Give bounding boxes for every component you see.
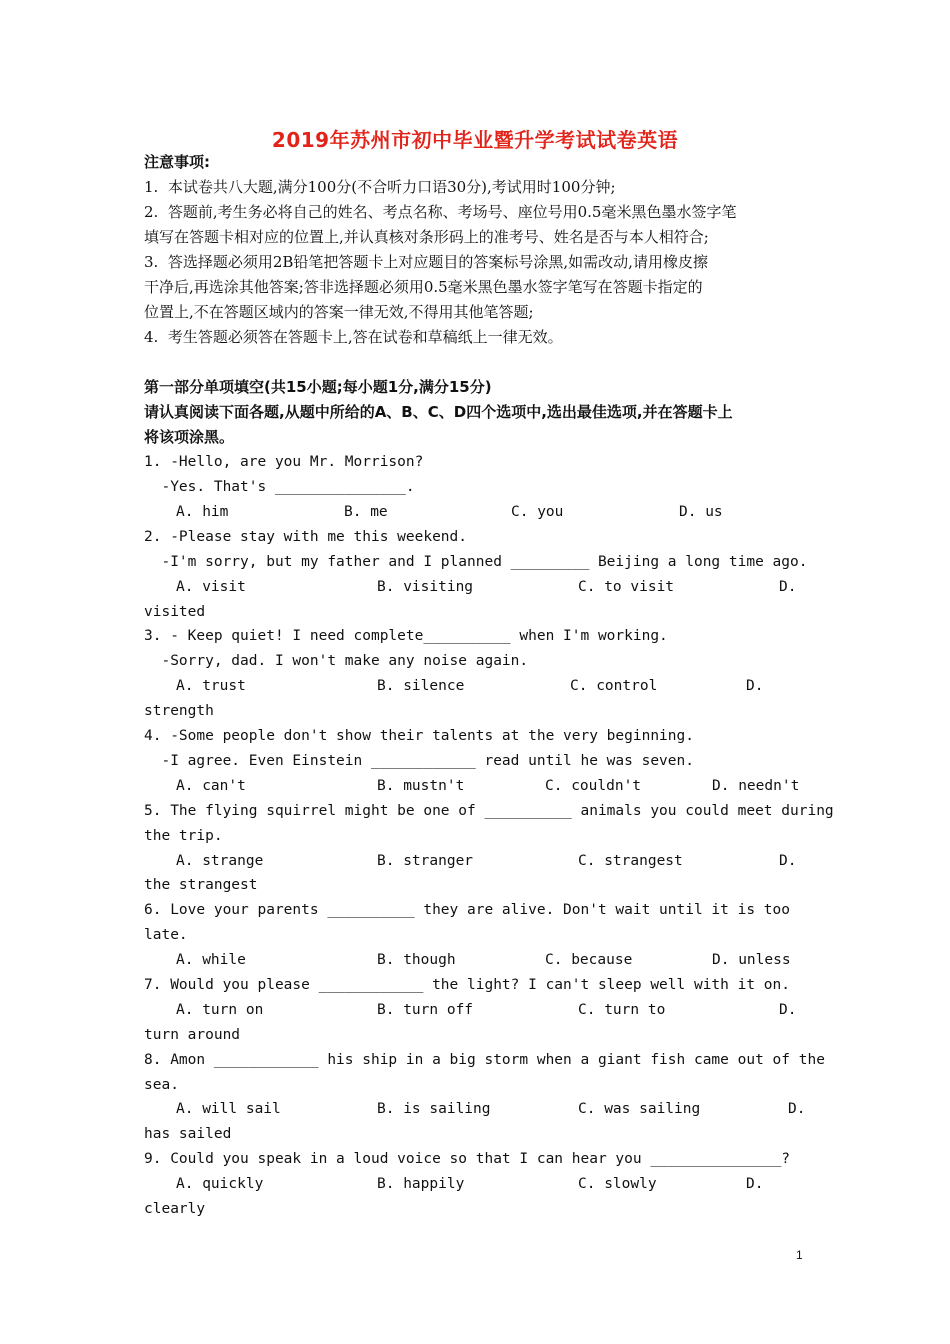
notice-line: 2. 答题前,考生务必将自己的姓名、考点名称、考场号、座位号用0.5毫米黑色墨水签字笔 [144,203,737,221]
option-d-text: has sailed [144,1126,232,1142]
option-d-text: turn around [144,1027,241,1043]
question-stem: 5. The flying squirrel might be one of __________ animals you could meet during [144,803,834,819]
question-stem: 6. Love your parents __________ they are alive. Don't wait until it is too [144,902,791,918]
option-b: B. visiting [377,579,474,595]
page-number: 1 [796,1248,803,1262]
option-d: D. us [679,504,723,520]
option-c: C. couldn't [545,778,642,794]
option-a: A. strange [176,853,264,869]
question-stem: -Yes. That's _______________. [144,479,415,495]
option-a: A. visit [176,579,246,595]
option-b: B. me [344,504,388,520]
option-c: C. control [570,678,658,694]
option-d: D. [788,1101,806,1117]
option-d: D. [779,853,797,869]
option-d: D. [779,579,797,595]
option-d-text: the strangest [144,877,258,893]
question-stem: late. [144,927,188,943]
option-d-text: visited [144,604,206,620]
option-a: A. will sail [176,1101,281,1117]
option-b: B. though [377,952,456,968]
question-stem: 8. Amon ____________ his ship in a big storm when a giant fish came out of the [144,1052,825,1068]
option-a: A. trust [176,678,246,694]
question-stem: -Sorry, dad. I won't make any noise again. [144,653,529,669]
option-b: B. happily [377,1176,465,1192]
section-instruction: 将该项涂黑。 [144,428,235,446]
notice-heading: 注意事项: [144,153,210,171]
option-b: B. mustn't [377,778,465,794]
notice-line: 1. 本试卷共八大题,满分100分(不合听力口语30分),考试用时100分钟; [144,178,616,196]
option-d: D. [746,678,764,694]
option-d-text: clearly [144,1201,206,1217]
option-c: C. you [511,504,564,520]
section-instruction: 请认真阅读下面各题,从题中所给的A、B、C、D四个选项中,选出最佳选项,并在答题卡上 [144,403,733,421]
option-b: B. is sailing [377,1101,491,1117]
option-d: D. [779,1002,797,1018]
option-d: D. unless [712,952,791,968]
question-stem: -I'm sorry, but my father and I planned _________ Beijing a long time ago. [144,554,808,570]
option-b: B. silence [377,678,465,694]
option-d: D. [746,1176,764,1192]
question-stem: the trip. [144,828,223,844]
question-stem: -I agree. Even Einstein ____________ read until he was seven. [144,753,694,769]
question-stem: 3. - Keep quiet! I need complete__________ when I'm working. [144,628,668,644]
option-a: A. him [176,504,229,520]
section-heading: 第一部分单项填空(共15小题;每小题1分,满分15分) [144,378,492,396]
option-c: C. strangest [578,853,683,869]
option-d-text: strength [144,703,214,719]
notice-line: 填写在答题卡相对应的位置上,并认真核对条形码上的准考号、姓名是否与本人相符合; [144,228,709,246]
question-stem: sea. [144,1077,179,1093]
option-b: B. turn off [377,1002,474,1018]
option-c: C. because [545,952,633,968]
option-c: C. to visit [578,579,675,595]
option-c: C. was sailing [578,1101,701,1117]
notice-line: 3. 答选择题必须用2B铅笔把答题卡上对应题目的答案标号涂黑,如需改动,请用橡皮擦 [144,253,708,271]
option-a: A. while [176,952,246,968]
question-stem: 1. -Hello, are you Mr. Morrison? [144,454,424,470]
notice-line: 4. 考生答题必须答在答题卡上,答在试卷和草稿纸上一律无效。 [144,328,563,346]
option-b: B. stranger [377,853,474,869]
option-d: D. needn't [712,778,800,794]
question-stem: 7. Would you please ____________ the light? I can't sleep well with it on. [144,977,791,993]
question-stem: 4. -Some people don't show their talents at the very beginning. [144,728,694,744]
option-a: A. turn on [176,1002,264,1018]
question-stem: 9. Could you speak in a loud voice so that I can hear you _______________? [144,1151,791,1167]
option-a: A. can't [176,778,246,794]
page-title: 2019年苏州市初中毕业暨升学考试试卷英语 [271,128,679,152]
notice-line: 干净后,再选涂其他答案;答非选择题必须用0.5毫米黑色墨水签字笔写在答题卡指定的 [144,278,703,296]
notice-line: 位置上,不在答题区域内的答案一律无效,不得用其他笔答题; [144,303,534,321]
option-a: A. quickly [176,1176,264,1192]
option-c: C. slowly [578,1176,657,1192]
question-stem: 2. -Please stay with me this weekend. [144,529,468,545]
option-c: C. turn to [578,1002,666,1018]
